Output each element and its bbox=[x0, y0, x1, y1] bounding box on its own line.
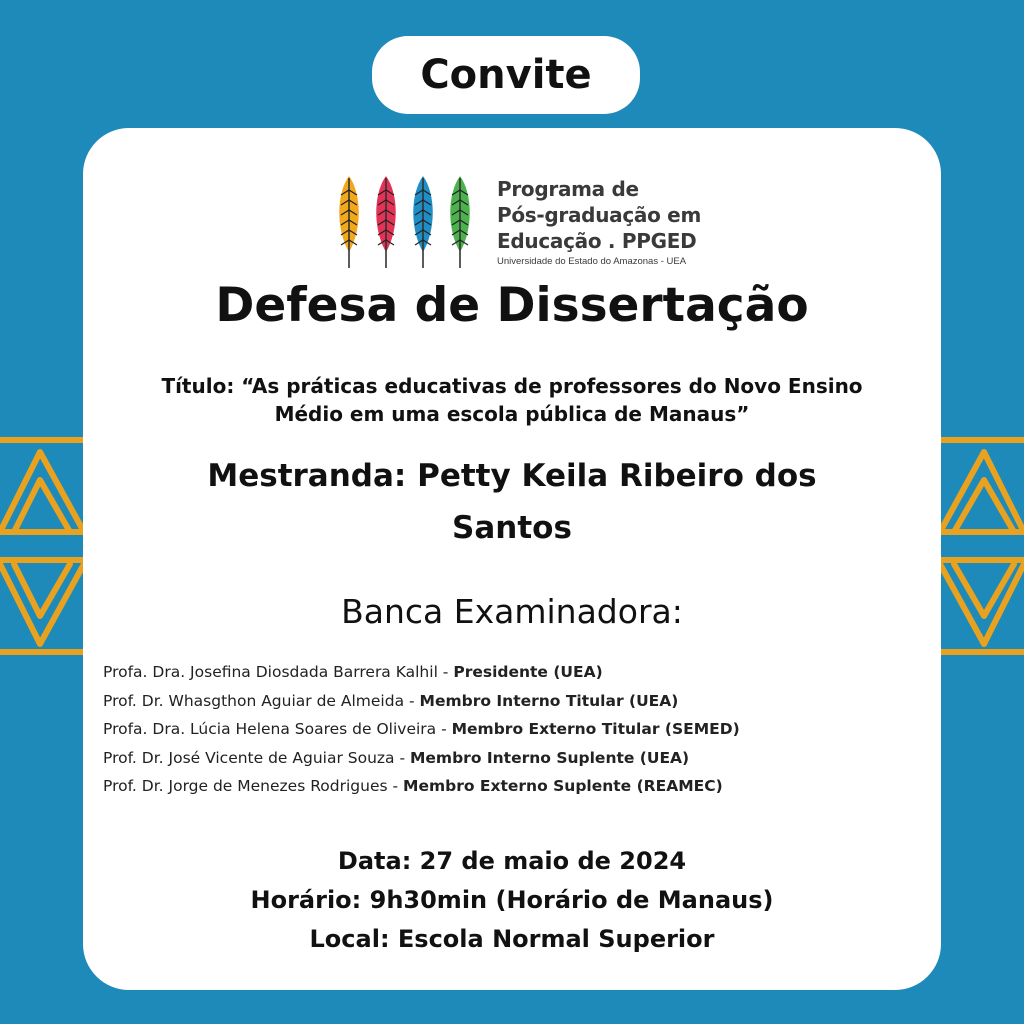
dissertation-title bbox=[123, 372, 901, 428]
committee-member bbox=[103, 687, 740, 716]
logo-line-1: Programa de bbox=[497, 177, 639, 201]
committee-member bbox=[103, 772, 740, 801]
feather-icon bbox=[339, 176, 359, 268]
event-location: Local: Escola Normal Superior bbox=[309, 925, 715, 953]
left-decorative-pattern bbox=[0, 432, 84, 660]
member-name: Prof. Dr. Jorge de Menezes Rodrigues - bbox=[103, 777, 404, 795]
page-title: Defesa de Dissertação bbox=[215, 278, 809, 333]
event-time: Horário: 9h30min (Horário de Manaus) bbox=[250, 886, 774, 914]
member-role: Membro Interno Titular (UEA) bbox=[419, 691, 679, 710]
feather-icon bbox=[376, 176, 396, 268]
member-role: Presidente (UEA) bbox=[453, 663, 603, 681]
member-role: Membro Externo Titular (SEMED) bbox=[451, 720, 740, 738]
dissertation-title-line-1: Título: “As práticas educativas de professores do Novo Ensino bbox=[161, 374, 863, 398]
invitation-badge bbox=[372, 36, 640, 114]
member-name: Prof. Dr. Whasgthon Aguiar de Almeida - bbox=[103, 691, 420, 710]
committee-member bbox=[103, 744, 740, 773]
invitation-card bbox=[83, 128, 941, 990]
feather-icon bbox=[450, 176, 470, 268]
invitation-badge-label: Convite bbox=[420, 52, 592, 98]
student-name-line-2: Santos bbox=[452, 510, 572, 546]
member-role: Membro Interno Suplente (UEA) bbox=[410, 748, 690, 767]
logo-subtitle: Universidade do Estado do Amazonas - UEA bbox=[497, 256, 687, 267]
feathers-icon bbox=[335, 172, 475, 272]
student-name bbox=[153, 450, 871, 554]
logo-line-3: Educação . PPGED bbox=[497, 229, 697, 253]
member-role: Membro Externo Suplente (REAMEC) bbox=[403, 777, 723, 795]
committee-member bbox=[103, 715, 740, 744]
ppged-logo bbox=[335, 172, 755, 272]
committee-member bbox=[103, 658, 740, 687]
committee-title: Banca Examinadora: bbox=[341, 592, 683, 631]
logo-line-2: Pós-graduação em bbox=[497, 203, 701, 227]
member-name: Prof. Dr. José Vicente de Aguiar Souza - bbox=[103, 748, 410, 767]
student-name-line-1: Mestranda: Petty Keila Ribeiro dos bbox=[207, 458, 817, 494]
event-details bbox=[83, 842, 941, 959]
right-decorative-pattern bbox=[940, 432, 1024, 660]
dissertation-title-line-2: Médio em uma escola pública de Manaus” bbox=[274, 402, 750, 426]
member-name: Profa. Dra. Josefina Diosdada Barrera Kalhil - bbox=[103, 663, 454, 681]
member-name: Profa. Dra. Lúcia Helena Soares de Oliveira - bbox=[103, 720, 452, 738]
logo-text bbox=[497, 176, 701, 267]
feather-icon bbox=[413, 176, 433, 268]
event-date: Data: 27 de maio de 2024 bbox=[337, 847, 687, 875]
committee-list bbox=[103, 658, 740, 801]
